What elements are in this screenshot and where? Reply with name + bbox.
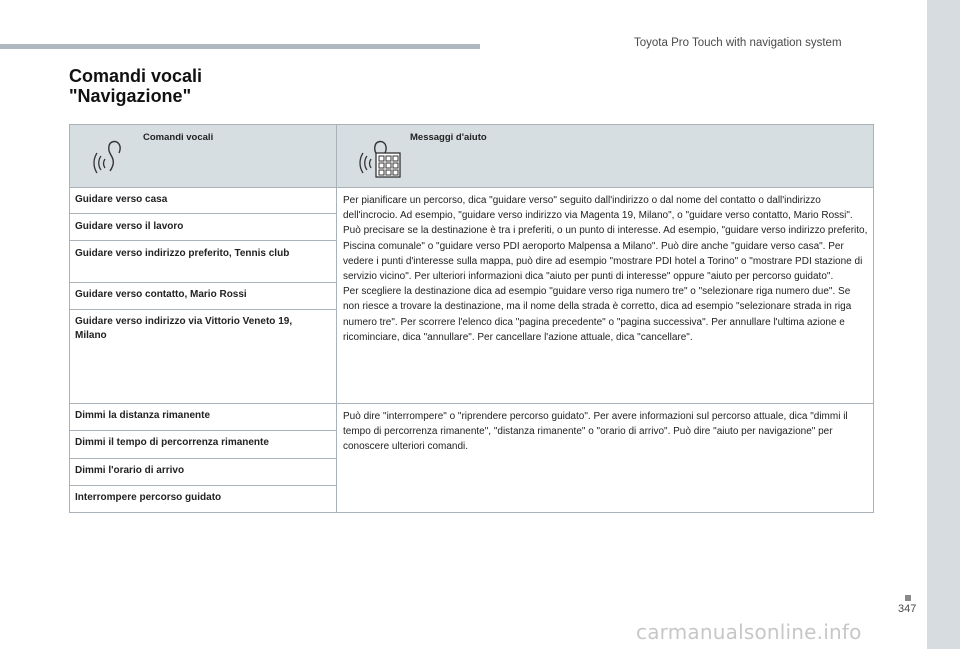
running-header: Toyota Pro Touch with navigation system	[634, 37, 842, 49]
page-title-line2: "Navigazione"	[69, 86, 192, 106]
command-cell: Guidare verso indirizzo preferito, Tennis club	[75, 248, 290, 259]
row-divider	[70, 309, 336, 310]
row-divider	[70, 282, 336, 283]
help-messages-icon	[358, 133, 404, 179]
voice-command-icon	[92, 135, 128, 175]
command-cell: Dimmi la distanza rimanente	[75, 410, 211, 421]
row-divider	[70, 430, 336, 431]
command-cell: Guidare verso il lavoro	[75, 221, 184, 232]
column-header-voice-commands: Comandi vocali	[143, 132, 214, 143]
command-cell: Dimmi l'orario di arrivo	[75, 465, 185, 476]
command-cell: Guidare verso indirizzo via Vittorio Veneto 19, Milano	[75, 316, 293, 341]
row-divider	[70, 213, 336, 214]
page-number: 347	[898, 603, 917, 615]
page-edge-band	[927, 0, 960, 649]
group-divider	[70, 403, 873, 404]
header-rule	[0, 44, 480, 49]
command-cell: Interrompere percorso guidato	[75, 492, 222, 503]
help-text-cell: Può dire "interrompere" o "riprendere percorso guidato". Per avere informazioni sul percorso attuale, dica "dimmi il tempo di percorrenza rimanente", "distanza rimanente" o "orario di arrivo". Può dire "aiuto per navigazione" per conoscere ulteriori comandi.	[343, 411, 848, 453]
command-cell: Guidare verso contatto, Mario Rossi	[75, 289, 247, 300]
table-header-row	[70, 125, 873, 188]
command-cell: Dimmi il tempo di percorrenza rimanente	[75, 437, 269, 448]
page-title	[69, 66, 202, 106]
command-cell: Guidare verso casa	[75, 194, 168, 205]
voice-commands-table	[69, 124, 874, 513]
row-divider	[70, 485, 336, 486]
watermark: carmanualsonline.info	[636, 620, 862, 644]
page-title-line1: Comandi vocali	[69, 66, 203, 86]
continuation-marker	[905, 595, 911, 601]
help-text-cell: Per pianificare un percorso, dica "guidare verso" seguito dall'indirizzo o dal nome del contatto o dall'indirizzo dell'incrocio. Ad esempio, "guidare verso indirizzo via Magenta 19, Milano", o "guidare verso contatto, Mario Rossi". Può precisare se la destinazione è tra i preferiti, o un punto di interesse. Ad esempio, "guidare verso indirizzo preferito, Piscina comunale" o "guidare verso PDI aeroporto Malpensa a Milano". Può dire anche "guidare verso casa". Per vedere i punti d'interesse sulla mappa, può dire ad esempio "mostrare PDI hotel a Torino" o "mostrare PDI stazione di servizio vicino". Per ulteriori informazioni dica "aiuto per punti di interesse" oppure "aiuto per percorso guidato". Per scegliere la destinazione dica ad esempio "guidare verso riga numero tre" o "selezionare riga numero due". Se non riesce a trovare la destinazione, ma il nome della strada è corretto, dica ad esempio "selezionare strada in riga numero tre". Per scorrere l'elenco dica "pagina precedente" o "pagina successiva". Per annullare l'ultima azione e ricominciare, dica "annullare". Per cancellare l'azione attuale, dica "cancellare".	[343, 195, 868, 343]
column-divider	[336, 125, 337, 512]
row-divider	[70, 458, 336, 459]
column-header-help-messages: Messaggi d'aiuto	[410, 132, 487, 143]
row-divider	[70, 240, 336, 241]
